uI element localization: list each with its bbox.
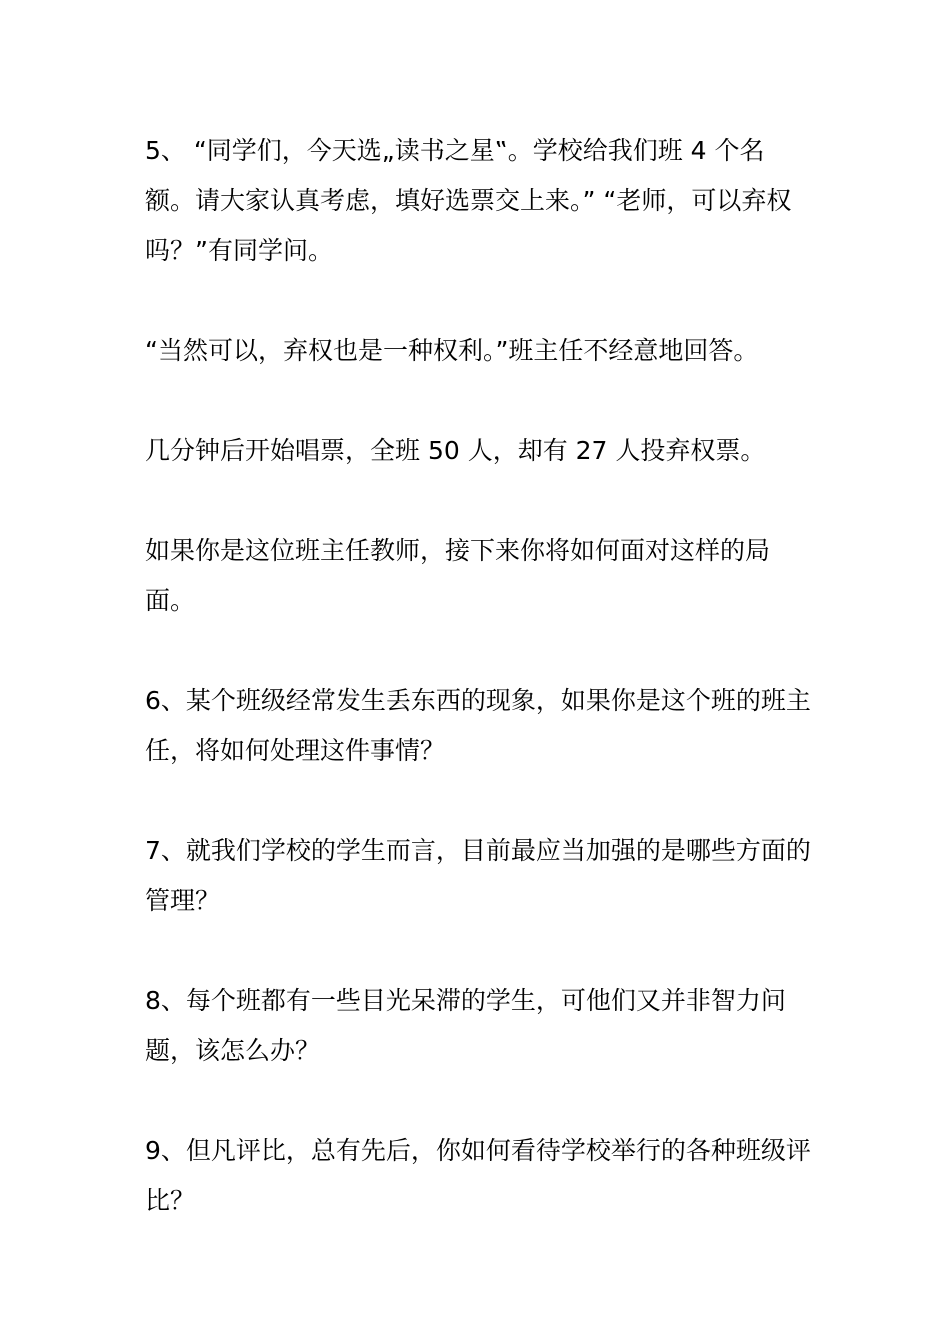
paragraph-question-7: 7、就我们学校的学生而言，目前最应当加强的是哪些方面的管理？ [145,836,811,915]
document-body [145,126,811,1226]
paragraph-vote-result: 几分钟后开始唱票，全班 50 人，却有 27 人投弃权票。 [145,436,766,465]
paragraph-question-9: 9、但凡评比，总有先后，你如何看待学校举行的各种班级评比？ [145,1136,811,1215]
paragraph-question-5-prompt: 如果你是这位班主任教师，接下来你将如何面对这样的局面。 [145,536,771,615]
paragraph-question-6: 6、某个班级经常发生丢东西的现象，如果你是这个班的班主任，将如何处理这件事情？ [145,686,811,765]
paragraph-question-5: 5、 “同学们，今天选„读书之星‟。学校给我们班 4 个名额。请大家认真考虑，填好选票交上来。” “老师，可以弃权吗？”有同学问。 [145,136,792,265]
paragraph-question-8: 8、每个班都有一些目光呆滞的学生，可他们又并非智力问题，该怎么办？ [145,986,786,1065]
paragraph-teacher-reply: “当然可以，弃权也是一种权利。”班主任不经意地回答。 [145,336,759,365]
